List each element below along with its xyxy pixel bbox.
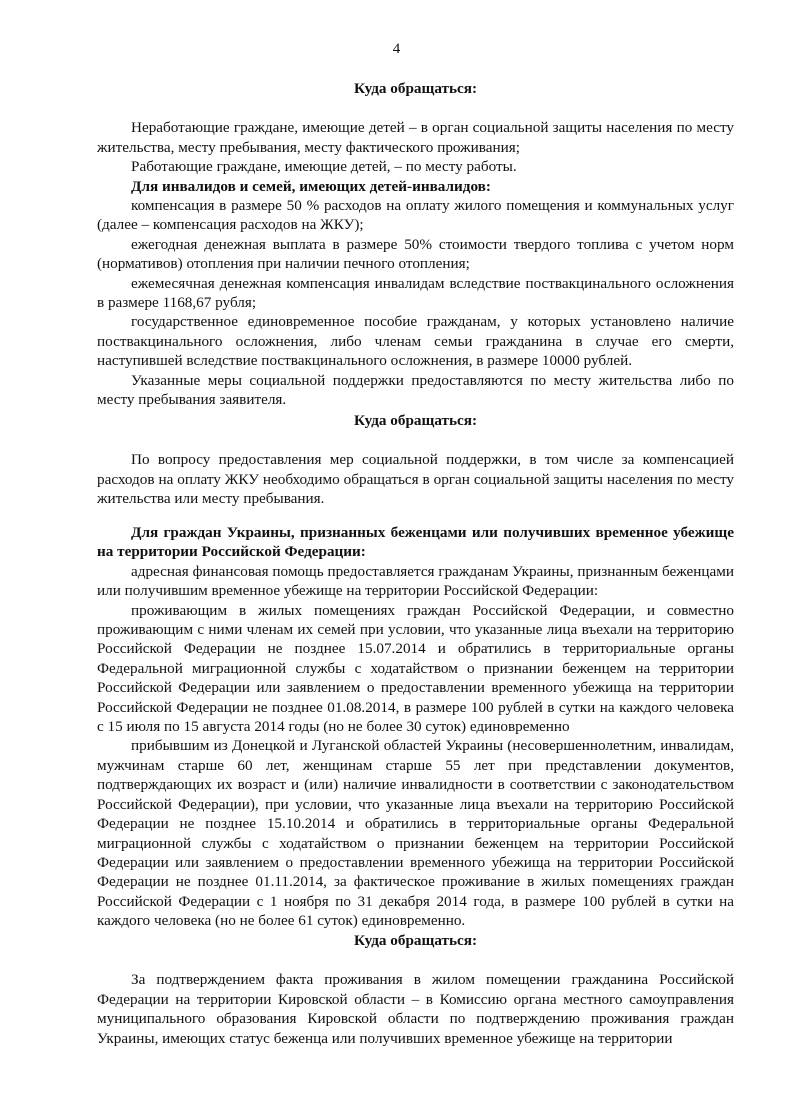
paragraph: адресная финансовая помощь предоставляется гражданам Украины, признанным беженцами или получившим временное убежище на территории Российской Федерации: xyxy=(97,562,734,600)
paragraph: компенсация в размере 50 % расходов на оплату жилого помещения и коммунальных услуг (далее – компенсация расходов на ЖКУ); xyxy=(97,197,734,234)
paragraph: Указанные меры социальной поддержки предоставляются по месту жительства либо по месту пребывания заявителя. xyxy=(97,371,734,409)
paragraph: ежемесячная денежная компенсация инвалидам вследствие поствакцинального осложнения в размере 1168,67 рубля; xyxy=(97,274,734,312)
subheading-disabled: Для инвалидов и семей, имеющих детей-инвалидов: xyxy=(131,177,491,195)
section-heading: Куда обращаться: xyxy=(353,932,478,949)
paragraph: проживающим в жилых помещениях граждан Российской Федерации, и совместно проживающим с ними членам их семей при условии, что указанные лица въехали на территорию Российской Федерации не позднее 15.07.2014 и обратились в территориальные органы Федеральной миграционной службы с ходатайством о признании беженцем на территории Российской Федерации или заявлением о предоставлении временного убежища на территории Российской Федерации не позднее 01.08.2014, в размере 100 рублей в сутки на каждого человека с 15 июля по 15 августа 2014 годы (но не более 30 суток) единовременно xyxy=(97,601,734,736)
section-where-to-apply-2 xyxy=(97,411,734,509)
paragraph: По вопросу предоставления мер социальной поддержки, в том числе за компенсацией расходов на оплату ЖКУ необходимо обращаться в орган социальной защиты населения по месту жительства или месту пребывания. xyxy=(97,451,734,508)
paragraph: За подтверждением факта проживания в жилом помещении гражданина Российской Федерации на территории Кировской области – в Комиссию органа местного самоуправления муниципального образования Кировской области по подтверждению проживания граждан Украины, имеющих статус беженца или получивших временное убежище на территории xyxy=(97,971,734,1047)
page-number: 4 xyxy=(392,41,401,57)
paragraph: Неработающие граждане, имеющие детей – в орган социальной защиты населения по месту жительства, месту пребывания, месту фактического проживания; xyxy=(97,119,734,156)
section-where-to-apply-3 xyxy=(97,931,734,1048)
section-heading: Куда обращаться: xyxy=(353,80,478,97)
paragraph: государственное единовременное пособие гражданам, у которых установлено наличие поствакцинального осложнения, либо членам семьи гражданина в случае его смерти, наступившей вследствие поствакцинального осложнения, в размере 10000 рублей. xyxy=(97,313,734,370)
section-heading-ukraine: Для граждан Украины, признанных беженцами или получивших временное убежище на территории Российской Федерации: xyxy=(97,524,734,561)
section-where-to-apply-1 xyxy=(97,79,734,410)
section-ukraine-refugees xyxy=(97,523,734,931)
section-heading: Куда обращаться: xyxy=(353,412,478,429)
paragraph: прибывшим из Донецкой и Луганской областей Украины (несовершеннолетним, инвалидам, мужчинам старше 60 лет, женщинам старше 55 лет при представлении документов, подтверждающих их возраст и (или) наличие инвалидности в соответствии с законодательством Российской Федерации), при условии, что указанные лица въехали на территорию Российской Федерации не позднее 15.10.2014 и обратились в территориальные органы Федеральной миграционной службы с ходатайством о признании беженцем на территории Российской Федерации или заявлением о предоставлении временного убежища на территории Российской Федерации не позднее 01.11.2014, за фактическое проживание в жилых помещениях граждан Российской Федерации с 1 ноября по 31 декабря 2014 года, в размере 100 рублей в сутки на каждого человека (но не более 61 суток) единовременно. xyxy=(97,737,734,930)
paragraph: ежегодная денежная выплата в размере 50% стоимости твердого топлива с учетом норм (нормативов) отопления при наличии печного отопления; xyxy=(97,235,734,273)
paragraph: Работающие граждане, имеющие детей, – по месту работы. xyxy=(131,158,517,176)
